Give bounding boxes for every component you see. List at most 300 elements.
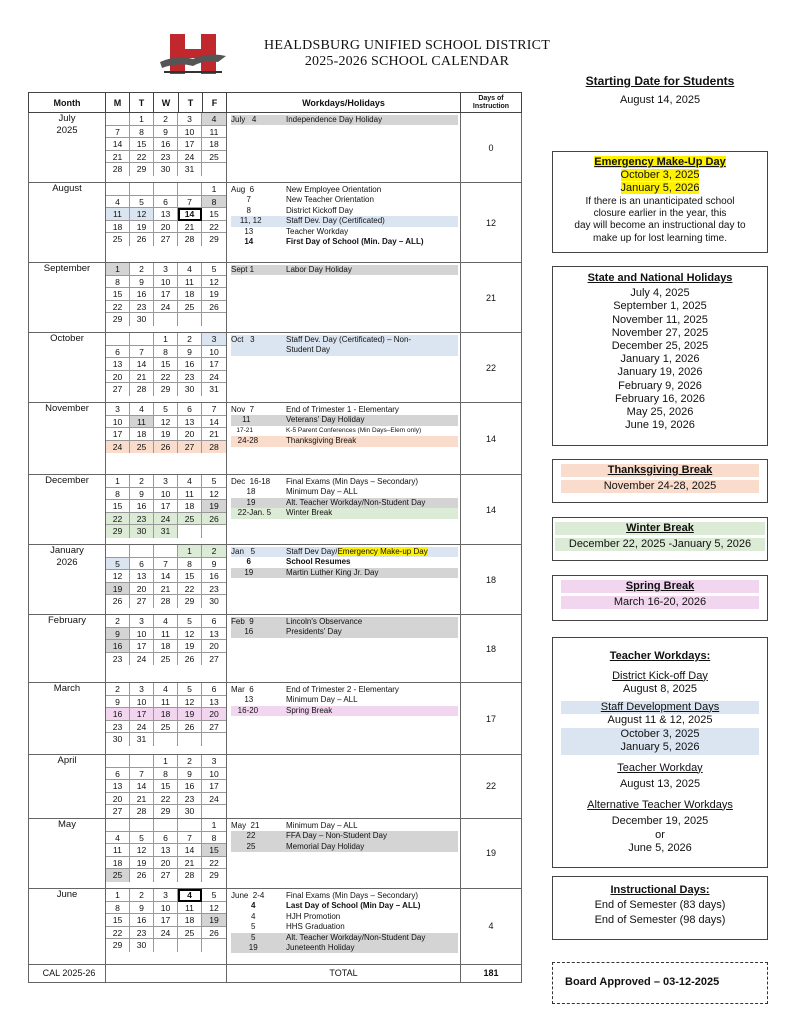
day-cell: 19 [202, 914, 226, 927]
instruction-days: 12 [461, 183, 522, 263]
month-events [227, 263, 461, 333]
event-date: June 2-4 [231, 890, 265, 900]
day-cell: 22 [106, 301, 130, 314]
event-date [231, 345, 286, 355]
day-cell: 28 [106, 163, 130, 176]
day-cell: 4 [178, 889, 202, 902]
event-date: 19 [231, 567, 254, 577]
month-year: 2025 [56, 125, 78, 136]
event-text: District Kickoff Day [286, 205, 353, 215]
header-fri: F [203, 93, 227, 113]
month-days-grid [106, 263, 227, 333]
header-month: Month [29, 93, 106, 113]
day-cell: 8 [154, 768, 178, 781]
day-cell [178, 525, 202, 538]
day-cell: 1 [154, 755, 178, 768]
month-row [29, 113, 522, 183]
event-text: Last Day of School (Min Day – ALL) [286, 901, 421, 911]
day-cell: 4 [154, 615, 178, 628]
day-cell: 29 [209, 234, 219, 245]
day-cell: 11 [106, 208, 130, 221]
event-row [231, 405, 458, 415]
event-row [231, 115, 458, 125]
holidays-list [553, 287, 767, 432]
event-date: Oct 3 [231, 335, 255, 344]
day-cell: 16 [178, 358, 202, 371]
day-cell: 6 [106, 346, 130, 359]
day-cell: 7 [106, 126, 130, 139]
day-cell: 19 [154, 428, 178, 441]
day-cell: 11 [154, 628, 178, 641]
month-label: April [57, 755, 77, 766]
day-cell: 28 [202, 441, 226, 454]
day-cell: 24 [178, 151, 202, 164]
day-cell: 9 [130, 902, 154, 915]
day-cell: 15 [178, 570, 202, 583]
day-cell: 29 [106, 313, 130, 326]
event-date: 11, 12 [231, 216, 262, 226]
event-text: Minimum Day – ALL [286, 695, 358, 705]
day-cell: 12 [178, 628, 202, 641]
day-cell: 10 [154, 276, 178, 289]
event-row [231, 498, 458, 508]
day-cell: 28 [130, 383, 154, 396]
day-cell: 25 [106, 869, 130, 882]
day-cell: 17 [130, 640, 154, 653]
month-name [29, 615, 106, 683]
event-text: Labor Day Holiday [286, 265, 352, 274]
event-date: May 21 [231, 820, 260, 830]
day-cell: 19 [202, 500, 226, 513]
day-cell: 8 [154, 346, 178, 359]
event-text: Veterans' Day Holiday [286, 415, 365, 425]
event-text: Independence Day Holiday [286, 115, 383, 124]
day-cell [202, 163, 226, 176]
event-date: 8 [231, 205, 252, 215]
event-row [231, 912, 458, 922]
day-cell: 12 [202, 488, 226, 501]
event-date: Dec 16-18 [231, 477, 271, 486]
day-cell: 25 [202, 151, 226, 164]
event-date: 6 [231, 557, 252, 567]
event-date: 25 [231, 841, 256, 851]
calendar-table [28, 92, 522, 983]
month-days-grid [106, 683, 227, 755]
day-cell: 6 [106, 768, 130, 781]
day-cell: 18 [178, 500, 202, 513]
day-cell: 13 [154, 844, 178, 857]
event-text: Minimum Day – ALL [286, 820, 358, 830]
day-cell: 14 [202, 416, 226, 429]
day-cell: 17 [154, 914, 178, 927]
day-cell: 2 [178, 333, 202, 346]
event-date: 16 [231, 627, 254, 637]
day-cell: 18 [106, 857, 130, 870]
month-row [29, 683, 522, 755]
day-cell: 16 [106, 708, 130, 721]
event-row [231, 922, 458, 932]
day-cell: 10 [130, 628, 154, 641]
day-cell: 3 [154, 475, 178, 488]
holiday-date: May 25, 2026 [626, 406, 694, 419]
event-row [231, 943, 458, 953]
day-cell: 30 [154, 163, 178, 176]
day-cell: 1 [106, 889, 130, 902]
holiday-date: June 19, 2026 [625, 419, 695, 432]
instruction-days: 19 [461, 818, 522, 888]
day-cell: 4 [154, 683, 178, 696]
day-cell: 29 [106, 525, 130, 538]
instruction-days: 21 [461, 263, 522, 333]
day-cell: 15 [202, 844, 226, 857]
day-cell: 5 [178, 615, 202, 628]
day-cell: 16 [106, 640, 130, 653]
event-date: 5 [231, 932, 256, 942]
table-header-row [29, 93, 522, 113]
day-cell: 9 [130, 488, 154, 501]
month-label: May [58, 818, 76, 830]
staffdev-label: Staff Development Days [600, 700, 720, 713]
event-date: 16-20 [231, 705, 259, 715]
holiday-date: July 4, 2025 [630, 287, 690, 300]
day-cell: 5 [202, 889, 226, 902]
day-cell: 23 [106, 721, 130, 734]
day-cell: 17 [154, 500, 178, 513]
header-events: Workdays/Holidays [227, 93, 461, 113]
day-cell: 27 [106, 383, 130, 396]
event-date: Mar 6 [231, 685, 254, 694]
winter-heading: Winter Break [555, 522, 765, 535]
instruction-days: 14 [461, 475, 522, 545]
day-cell: 29 [130, 163, 154, 176]
day-cell: 13 [106, 358, 130, 371]
day-cell: 21 [178, 221, 202, 234]
event-date: 22 [231, 831, 256, 841]
month-name [29, 545, 106, 615]
month-events [227, 113, 461, 183]
instruction-days: 17 [461, 683, 522, 755]
day-cell: 4 [106, 196, 130, 209]
day-cell: 7 [130, 768, 154, 781]
month-name [29, 113, 106, 183]
day-cell: 11 [178, 488, 202, 501]
month-events [227, 333, 461, 403]
day-cell: 21 [106, 151, 130, 164]
day-cell: 22 [202, 857, 226, 870]
event-row [231, 831, 458, 841]
day-cell: 20 [154, 221, 178, 234]
day-cell [154, 183, 178, 196]
day-cell: 15 [202, 208, 226, 221]
day-cell: 20 [202, 640, 226, 653]
day-cell: 8 [178, 558, 202, 571]
day-cell: 31 [130, 733, 154, 746]
event-row [231, 568, 458, 578]
month-row [29, 615, 522, 683]
instr-line-1: End of Semester (83 days) [594, 899, 726, 911]
event-date: 24-28 [231, 436, 259, 446]
event-date: 14 [231, 237, 254, 247]
event-date: 4 [231, 901, 256, 911]
event-text: New Teacher Orientation [286, 195, 374, 205]
month-label: June [56, 888, 78, 900]
day-cell: 4 [130, 403, 154, 416]
holidays-box [552, 266, 768, 446]
event-date: July 4 [231, 115, 257, 124]
staffdev-date-2: October 3, 2025 [561, 728, 759, 742]
day-cell: 12 [202, 276, 226, 289]
day-cell: 22 [154, 793, 178, 806]
instructional-days-box [552, 876, 768, 940]
day-cell: 23 [130, 513, 154, 526]
day-cell: 19 [178, 708, 202, 721]
event-date: 7 [231, 195, 252, 205]
emergency-heading: Emergency Make-Up Day [594, 156, 726, 168]
day-cell [106, 755, 130, 768]
day-cell: 24 [130, 653, 154, 666]
day-cell: 28 [178, 233, 202, 246]
day-cell: 11 [130, 416, 154, 429]
day-cell: 16 [130, 914, 154, 927]
day-cell: 23 [178, 793, 202, 806]
emergency-date-2: January 5, 2026 [620, 182, 700, 195]
day-cell: 25 [154, 653, 178, 666]
total-label: TOTAL [227, 964, 461, 982]
day-cell: 24 [106, 441, 130, 454]
day-cell: 4 [106, 832, 130, 845]
day-cell: 24 [202, 371, 226, 384]
day-cell: 14 [106, 138, 130, 151]
day-cell: 1 [154, 333, 178, 346]
event-row [231, 557, 458, 567]
header-mon: M [106, 93, 130, 113]
day-cell: 22 [130, 151, 154, 164]
day-cell: 12 [202, 902, 226, 915]
day-cell: 11 [106, 844, 130, 857]
day-cell: 16 [154, 138, 178, 151]
day-cell: 26 [154, 441, 178, 454]
day-cell: 27 [154, 233, 178, 246]
day-cell: 17 [202, 358, 226, 371]
event-date: 13 [231, 695, 254, 705]
event-date: 19 [231, 943, 258, 952]
event-date: 22-Jan. 5 [231, 508, 272, 518]
day-cell: 18 [178, 288, 202, 301]
event-text: Winter Break [286, 508, 333, 518]
event-text: Student Day [286, 345, 331, 355]
day-cell [106, 113, 130, 126]
day-cell: 30 [130, 313, 154, 326]
day-cell: 5 [154, 403, 178, 416]
day-cell: 27 [178, 441, 202, 454]
month-events [227, 183, 461, 263]
day-cell: 4 [202, 113, 226, 126]
day-cell: 29 [209, 870, 219, 881]
day-cell: 20 [154, 857, 178, 870]
day-cell: 4 [178, 263, 202, 276]
event-text: End of Trimester 2 - Elementary [286, 685, 399, 694]
school-logo [158, 32, 228, 82]
day-cell: 30 [178, 805, 202, 818]
month-events [227, 615, 461, 683]
thanksgiving-heading: Thanksgiving Break [561, 464, 759, 477]
month-row [29, 403, 522, 475]
day-cell: 10 [202, 346, 226, 359]
day-cell: 10 [106, 416, 130, 429]
day-cell: 27 [130, 595, 154, 608]
day-cell [106, 545, 130, 558]
day-cell: 17 [154, 288, 178, 301]
day-cell: 12 [130, 208, 154, 221]
emergency-date-1: October 3, 2025 [620, 169, 700, 182]
day-cell [130, 333, 154, 346]
board-approved-box [552, 962, 768, 1004]
day-cell: 2 [130, 263, 154, 276]
day-cell: 6 [202, 683, 226, 696]
month-row [29, 333, 522, 403]
event-text: Martin Luther King Jr. Day [286, 567, 379, 577]
day-cell: 8 [202, 832, 226, 845]
event-text: Alt. Teacher Workday/Non-Student Day [286, 932, 426, 942]
day-cell: 8 [106, 488, 130, 501]
day-cell: 23 [130, 301, 154, 314]
thanksgiving-dates: November 24-28, 2025 [561, 480, 759, 493]
instruction-days: 4 [461, 888, 522, 964]
district-name: HEALDSBURG UNIFIED SCHOOL DISTRICT [264, 38, 550, 53]
month-days-grid [106, 183, 227, 263]
emergency-note-2: closure earlier in the year, this [593, 208, 727, 220]
event-row [231, 685, 458, 695]
start-heading: Starting Date for Students [585, 74, 735, 88]
day-cell: 13 [130, 570, 154, 583]
day-cell: 14 [130, 780, 154, 793]
day-cell: 15 [130, 138, 154, 151]
holiday-date: February 16, 2026 [615, 392, 705, 405]
day-cell: 7 [202, 403, 226, 416]
day-cell [178, 183, 202, 196]
month-row [29, 545, 522, 615]
day-cell: 17 [202, 780, 226, 793]
winter-dates: December 22, 2025 -January 5, 2026 [555, 538, 765, 551]
day-cell: 6 [178, 403, 202, 416]
event-text: Final Exams (Min Days – Secondary) [286, 890, 419, 900]
day-cell: 5 [130, 196, 154, 209]
day-cell: 15 [106, 914, 130, 927]
month-row [29, 183, 522, 263]
day-cell: 16 [202, 570, 226, 583]
month-events [227, 755, 461, 819]
day-cell: 31 [209, 384, 219, 395]
day-cell: 6 [202, 615, 226, 628]
day-cell [154, 819, 178, 832]
event-text: New Employee Orientation [286, 185, 382, 194]
day-cell: 20 [130, 583, 154, 596]
day-cell: 17 [130, 708, 154, 721]
winter-box [552, 517, 768, 561]
day-cell: 20 [106, 371, 130, 384]
month-days-grid [106, 403, 227, 475]
header-tue: T [130, 93, 154, 113]
day-cell: 2 [178, 755, 202, 768]
day-cell: 15 [106, 500, 130, 513]
holiday-date: November 27, 2025 [611, 326, 709, 339]
day-cell [202, 733, 226, 746]
day-cell: 1 [106, 263, 130, 276]
day-cell [202, 525, 226, 538]
day-cell: 22 [154, 371, 178, 384]
holiday-date: December 25, 2025 [611, 340, 709, 353]
day-cell [178, 313, 202, 326]
event-text: HHS Graduation [286, 922, 345, 932]
event-text: Presidents' Day [286, 627, 342, 637]
event-row [231, 706, 458, 716]
instruction-days: 18 [461, 545, 522, 615]
day-cell: 9 [106, 696, 130, 709]
day-cell: 7 [178, 196, 202, 209]
day-cell: 21 [202, 428, 226, 441]
day-cell: 10 [202, 768, 226, 781]
event-text: Spring Break [286, 705, 333, 715]
month-events [227, 683, 461, 755]
emergency-note-3: day will become an instructional day to [574, 220, 746, 232]
month-label: February [47, 615, 86, 626]
day-cell: 2 [202, 545, 226, 558]
event-text: FFA Day – Non-Student Day [286, 831, 387, 841]
day-cell: 27 [209, 653, 219, 664]
day-cell: 10 [154, 488, 178, 501]
instruction-days: 22 [461, 755, 522, 819]
day-cell: 20 [202, 708, 226, 721]
event-date: Feb 9 [231, 617, 254, 626]
day-cell: 26 [202, 927, 226, 940]
day-cell [106, 333, 130, 346]
day-cell: 23 [178, 371, 202, 384]
event-row [231, 891, 458, 901]
start-date-block [552, 75, 768, 108]
month-days-grid [106, 333, 227, 403]
day-cell: 10 [178, 126, 202, 139]
instr-line-2: End of Semester (98 days) [594, 914, 726, 926]
month-events [227, 818, 461, 888]
month-days-grid [106, 113, 227, 183]
day-cell: 29 [154, 383, 178, 396]
event-text: K-5 Parent Conferences (Min Days–Elem only) [286, 426, 422, 434]
day-cell: 4 [178, 475, 202, 488]
month-row [29, 888, 522, 964]
event-date: 13 [231, 226, 254, 236]
day-cell: 25 [178, 301, 202, 314]
day-cell: 19 [130, 857, 154, 870]
day-cell: 29 [106, 939, 130, 952]
month-label: December [45, 475, 89, 486]
holiday-date: January 1, 2026 [620, 353, 700, 366]
day-cell: 30 [130, 525, 154, 538]
month-row [29, 818, 522, 888]
day-cell: 5 [202, 263, 226, 276]
day-cell: 25 [154, 721, 178, 734]
day-cell: 22 [178, 583, 202, 596]
day-cell: 21 [130, 793, 154, 806]
day-cell: 26 [178, 721, 202, 734]
event-row [231, 508, 458, 518]
day-cell: 7 [178, 832, 202, 845]
event-row [231, 821, 458, 831]
event-date: Sept 1 [231, 265, 255, 274]
workday-label: Teacher Workday [617, 761, 703, 774]
month-label: August [52, 183, 82, 194]
event-date: 11 [231, 415, 251, 425]
day-cell: 14 [178, 208, 202, 221]
